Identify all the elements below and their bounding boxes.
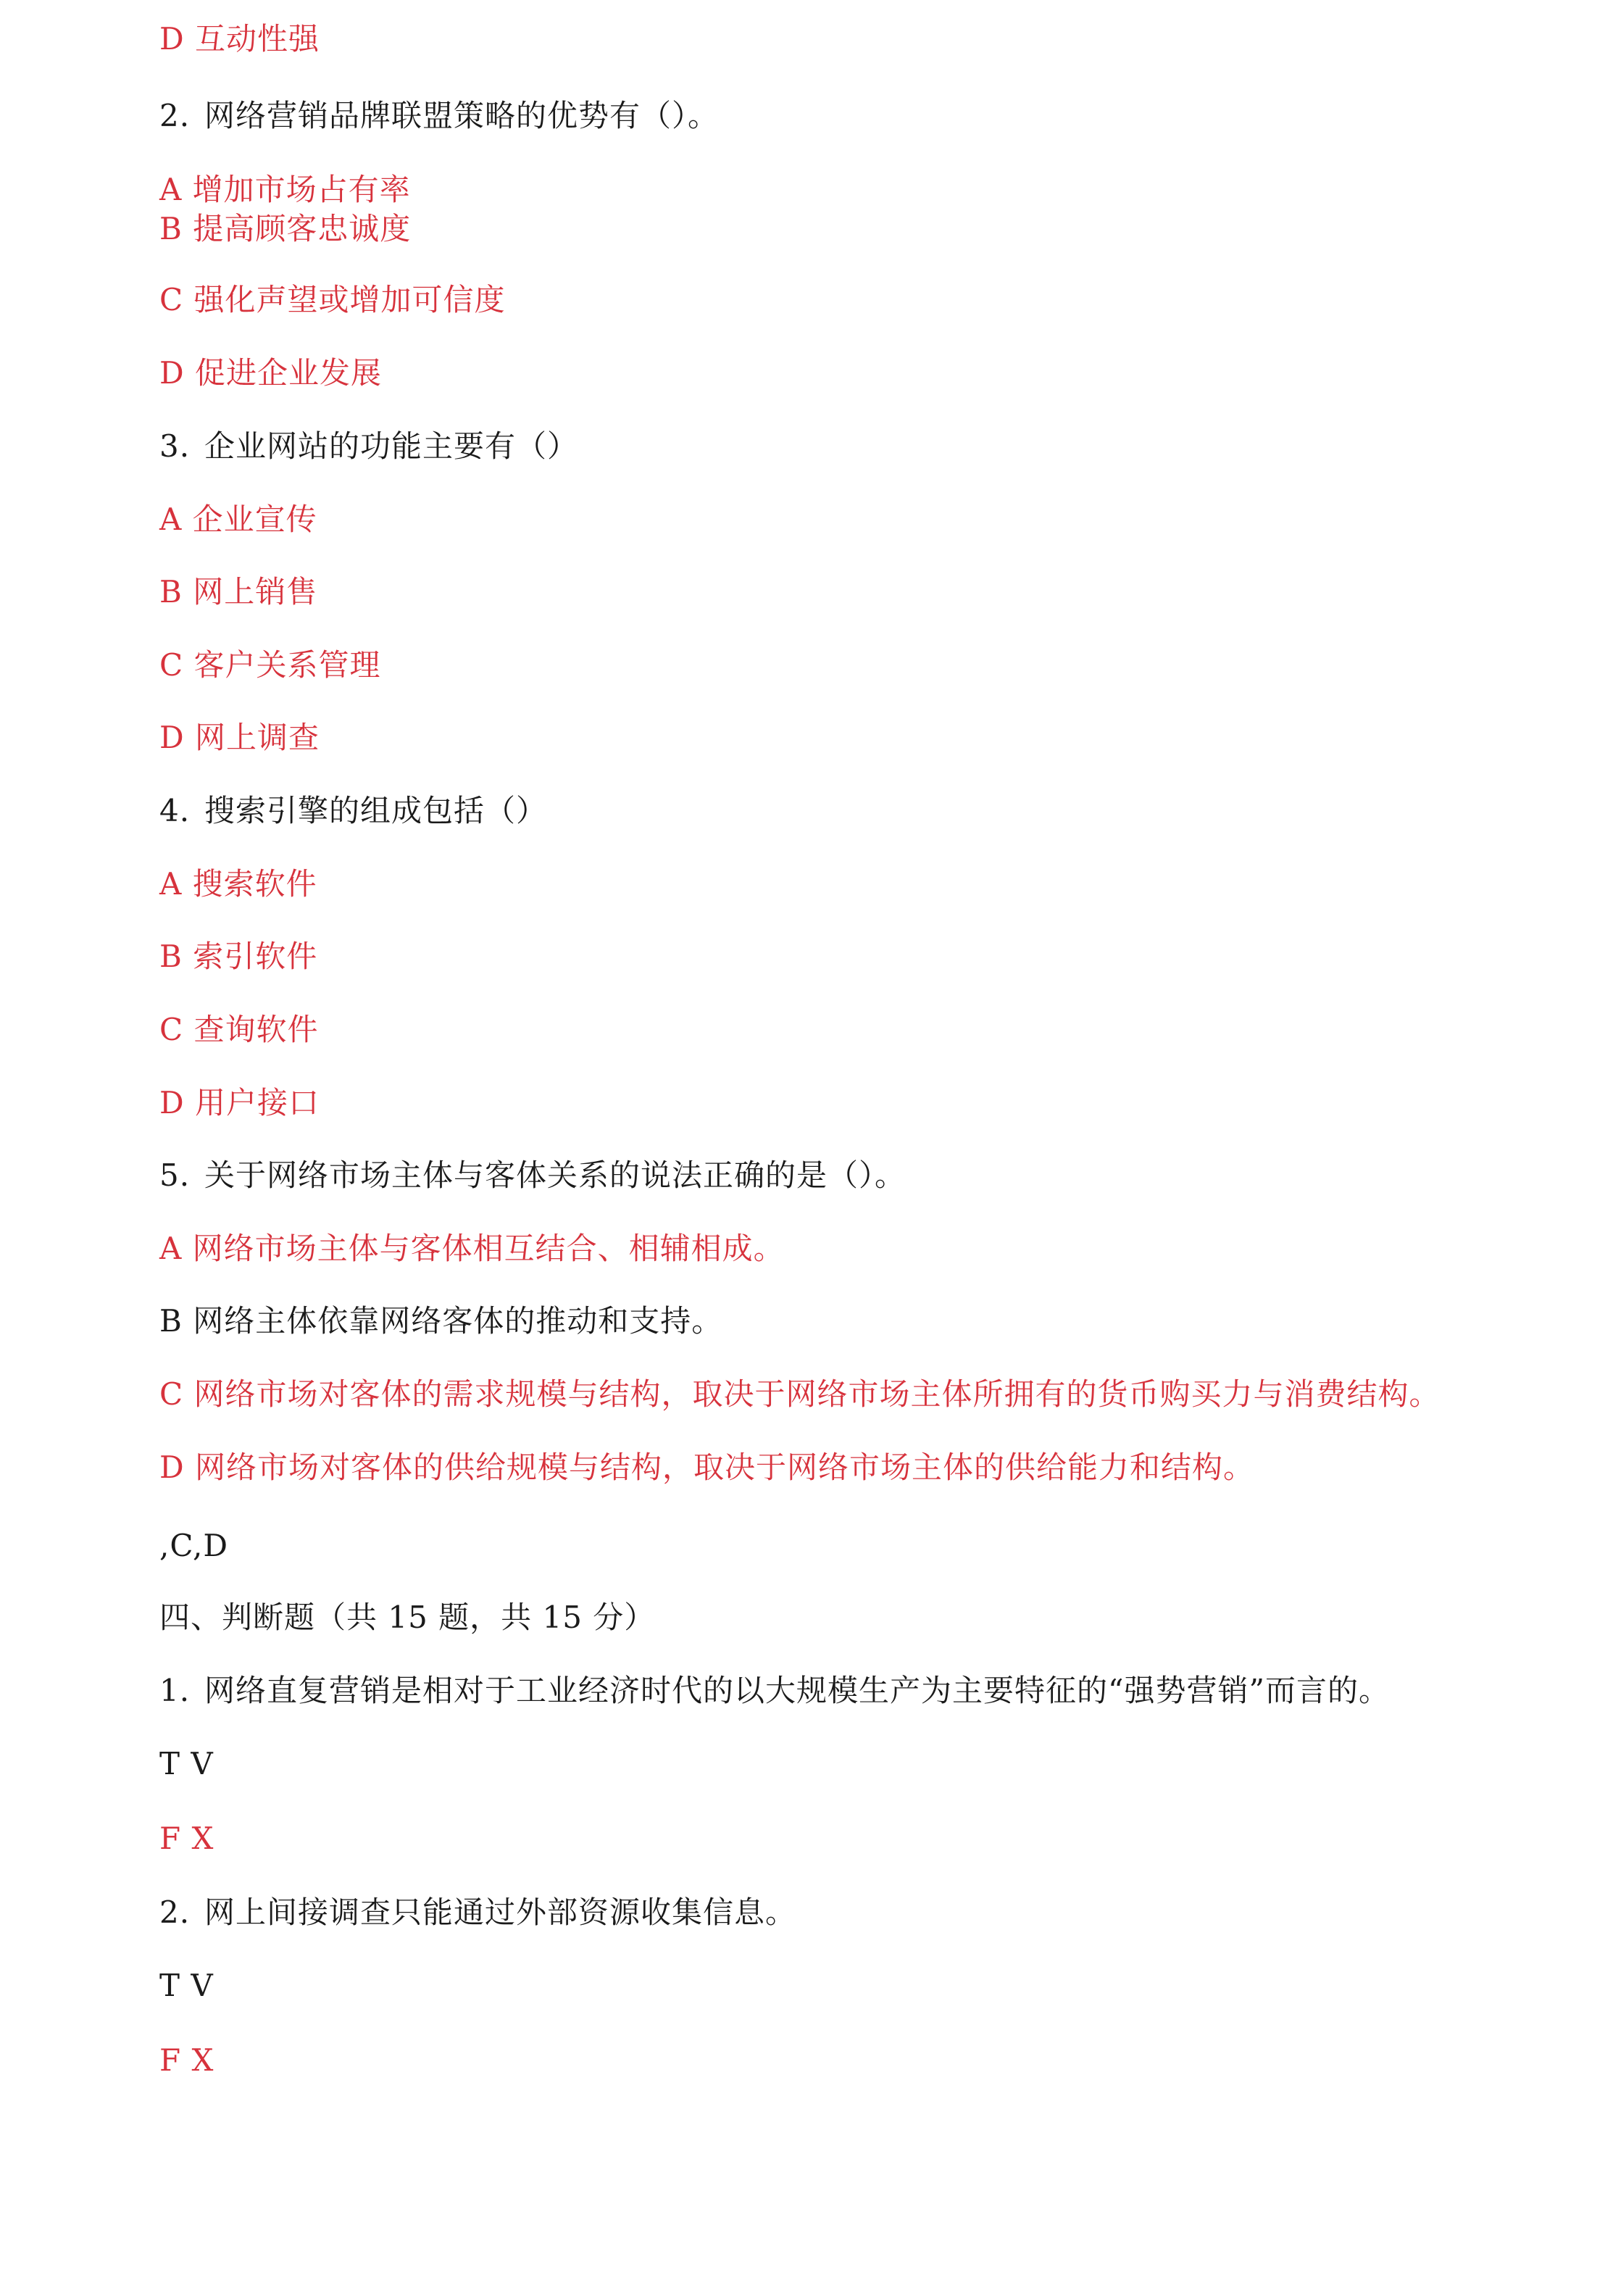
question-2 [159,96,719,136]
q3-option-c: C 客户关系管理 [159,647,381,683]
tf1-option-true: T V [159,1746,214,1781]
question-number: 2. [159,1894,191,1930]
q4-option-a: A 搜索软件 [159,866,317,902]
tf2-option-true: T V [159,1968,214,2003]
tf1-option-false: F X [159,1821,214,1856]
tf2-option-false: F X [159,2042,214,2078]
tf-question-2 [159,1892,796,1933]
answer-fragment: ,C,D [159,1528,229,1563]
option-d-interactivity: D 互动性强 [159,21,320,57]
q2-option-c: C 强化声望或增加可信度 [159,282,506,317]
q3-option-d: D 网上调查 [159,720,320,755]
question-stem: 网络直复营销是相对于工业经济时代的以大规模生产为主要特征的“强势营销”而言的。 [204,1673,1390,1708]
question-number: 1. [159,1673,191,1708]
q5-option-b: B 网络主体依靠网络客体的推动和支持。 [159,1303,723,1339]
question-4 [159,791,547,831]
q5-option-a: A 网络市场主体与客体相互结合、相辅相成。 [159,1231,785,1266]
q4-option-d: D 用户接口 [159,1085,320,1120]
q2-option-a: A 增加市场占有率 [159,172,411,207]
question-number: 4. [159,793,191,828]
q5-option-d: D 网络市场对客体的供给规模与结构，取决于网络市场主体的供给能力和结构。 [159,1449,1255,1485]
q2-option-d: D 促进企业发展 [159,355,383,391]
question-stem: 搜索引擎的组成包括（） [204,793,548,828]
section-heading-true-false: 四、判断题（共 15 题，共 15 分） [159,1600,656,1635]
q3-option-a: A 企业宣传 [159,502,317,537]
question-3 [159,426,578,467]
question-number: 5. [159,1157,191,1193]
question-stem: 企业网站的功能主要有（） [204,428,579,464]
tf-question-1 [159,1671,1390,1711]
q5-option-c: C 网络市场对客体的需求规模与结构，取决于网络市场主体所拥有的货币购买力与消费结构。 [159,1376,1441,1412]
question-5 [159,1155,906,1196]
question-stem: 关于网络市场主体与客体关系的说法正确的是（）。 [204,1157,906,1193]
question-number: 2. [159,98,191,133]
q4-option-c: C 查询软件 [159,1012,319,1047]
question-number: 3. [159,428,191,464]
q2-option-b: B 提高顾客忠诚度 [159,211,412,246]
q4-option-b: B 索引软件 [159,939,318,974]
question-stem: 网络营销品牌联盟策略的优势有（）。 [204,98,720,133]
question-stem: 网上间接调查只能通过外部资源收集信息。 [204,1894,797,1930]
q3-option-b: B 网上销售 [159,574,318,610]
